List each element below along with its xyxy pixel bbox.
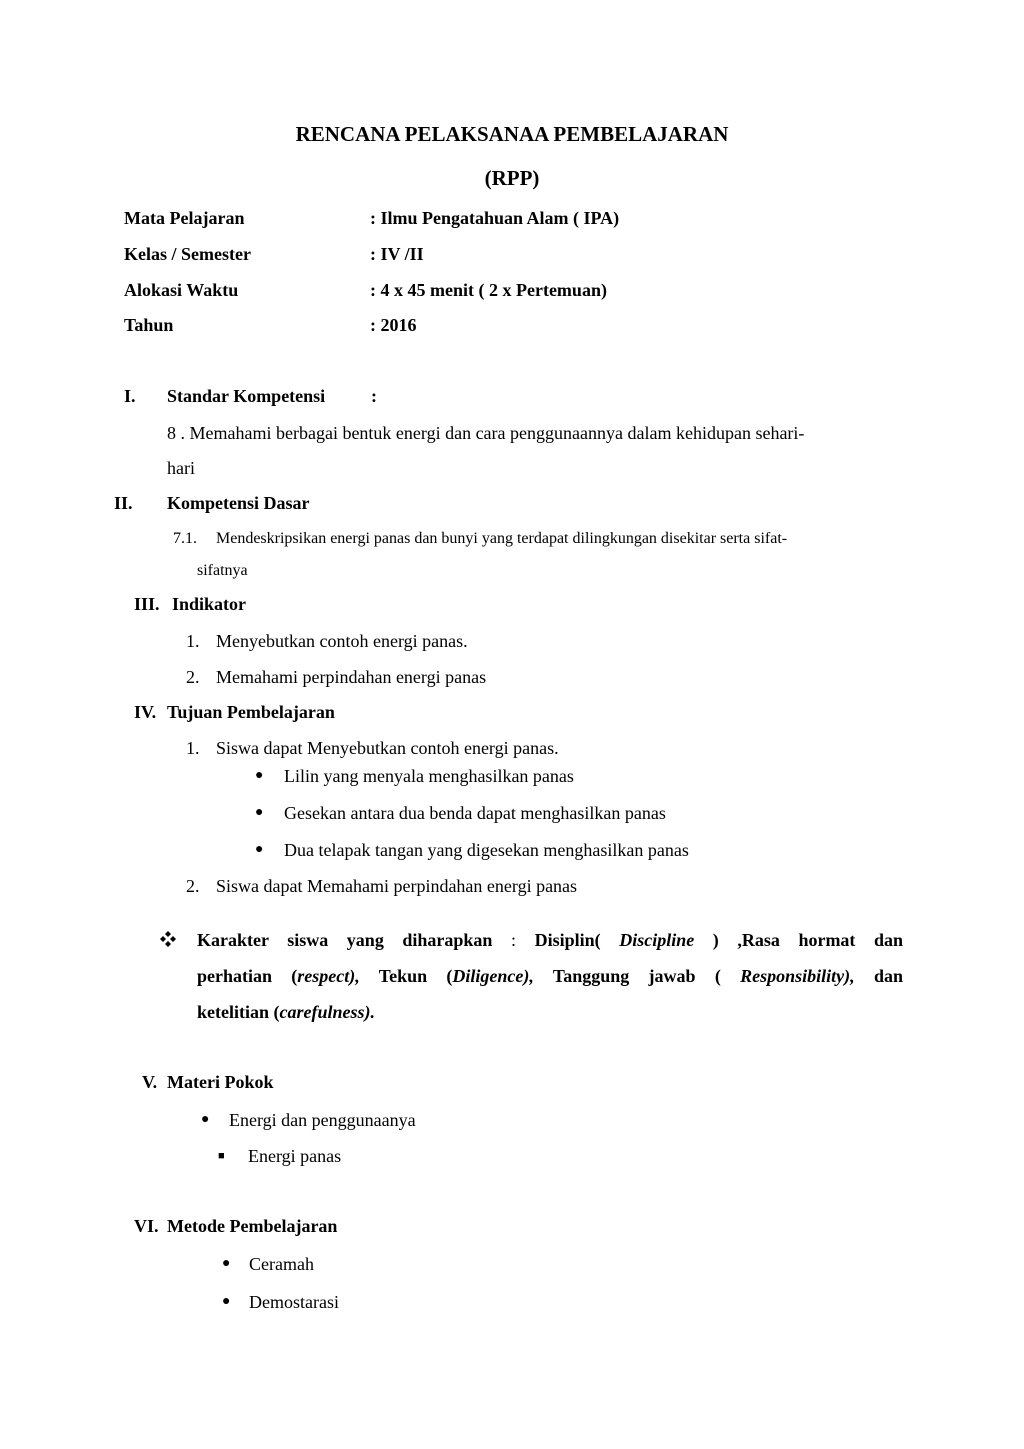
info-value: : 4 x 45 menit ( 2 x Pertemuan) [370, 280, 607, 300]
bullet-icon: ● [222, 1294, 231, 1309]
bullet-icon: ● [255, 768, 264, 783]
section-number: I. [124, 386, 136, 406]
section-colon: : [371, 386, 377, 406]
section-heading: Kompetensi Dasar [167, 493, 310, 513]
bullet-item: Demostarasi [249, 1292, 339, 1312]
section-text: sifatnya [197, 562, 248, 579]
document-title: RENCANA PELAKSANAA PEMBELAJARAN [295, 122, 729, 146]
karakter-line: Karakter siswa yang diharapkan : Disiplin( Discipline ) ,Rasa hormat dan [197, 930, 904, 950]
bullet-item: Ceramah [249, 1254, 314, 1274]
list-item: Siswa dapat Memahami perpindahan energi panas [216, 876, 578, 896]
section-heading: Standar Kompetensi [167, 386, 326, 406]
section-number: V. [142, 1072, 158, 1092]
section-heading: Metode Pembelajaran [167, 1216, 338, 1236]
karakter-line: ketelitian (carefulness). [197, 1002, 375, 1022]
section-heading: Materi Pokok [167, 1072, 274, 1092]
bullet-icon: ● [255, 805, 264, 820]
list-item: Menyebutkan contoh energi panas. [216, 631, 468, 651]
section-text: hari [167, 458, 195, 478]
list-item-number: 1. [186, 631, 200, 651]
section-text: 8 . Memahami berbagai bentuk energi dan cara penggunaannya dalam kehidupan sehari- [167, 423, 805, 443]
section-number: VI. [134, 1216, 159, 1236]
list-item: Memahami perpindahan energi panas [216, 667, 487, 687]
bullet-item: Lilin yang menyala menghasilkan panas [284, 766, 574, 786]
bullet-item: Gesekan antara dua benda dapat menghasilkan panas [284, 803, 666, 823]
section-heading: Tujuan Pembelajaran [167, 702, 335, 722]
list-item-number: 2. [186, 876, 200, 896]
list-item: Siswa dapat Menyebutkan contoh energi panas. [216, 738, 559, 758]
list-item-number: 2. [186, 667, 200, 687]
info-value: : IV /II [370, 244, 424, 264]
section-number: III. [134, 594, 160, 614]
section-heading: Indikator [172, 594, 247, 614]
sub-bullet-item: Energi panas [248, 1146, 342, 1166]
info-label: Kelas / Semester [124, 244, 251, 264]
kd-number: 7.1. [173, 530, 197, 547]
section-number: IV. [134, 702, 157, 722]
bullet-item: Energi dan penggunaanya [229, 1110, 416, 1130]
info-label: Tahun [124, 315, 174, 335]
document-subtitle: (RPP) [484, 166, 540, 190]
bullet-icon: ● [255, 842, 264, 857]
karakter-line: perhatian (respect), Tekun (Diligence), Tanggung jawab ( Responsibility), dan [197, 966, 903, 986]
info-label: Alokasi Waktu [124, 280, 239, 300]
diamond-bullet-icon [160, 931, 176, 947]
list-item-number: 1. [186, 738, 200, 758]
info-label: Mata Pelajaran [124, 208, 245, 228]
square-bullet-icon: ■ [218, 1150, 225, 1162]
section-text: Mendeskripsikan energi panas dan bunyi yang terdapat dilingkungan disekitar serta sifat- [216, 530, 788, 547]
info-value: : 2016 [370, 315, 417, 335]
bullet-icon: ● [222, 1256, 231, 1271]
bullet-icon: ● [201, 1112, 210, 1127]
info-value: : Ilmu Pengatahuan Alam ( IPA) [370, 208, 620, 228]
section-number: II. [114, 493, 133, 513]
bullet-item: Dua telapak tangan yang digesekan menghasilkan panas [284, 840, 689, 860]
